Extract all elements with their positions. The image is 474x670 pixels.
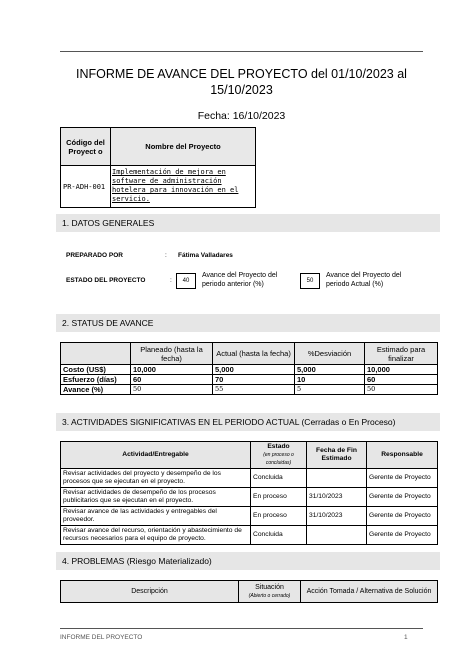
responsible-cell: Gerente de Proyecto: [367, 526, 438, 545]
status-header-empty: [61, 343, 131, 365]
status-row-label: Esfuerzo (días): [61, 375, 131, 385]
footer-text: INFORME DEL PROYECTO: [60, 634, 143, 641]
problems-table: [60, 580, 438, 603]
section-problems: 4. PROBLEMAS (Riesgo Materializado): [56, 552, 440, 570]
date-cell: 31/10/2023: [307, 488, 367, 507]
section-status: 2. STATUS DE AVANCE: [56, 314, 440, 332]
responsible-cell: Gerente de Proyecto: [367, 488, 438, 507]
state-cell: En proceso: [251, 488, 307, 507]
project-table: [60, 127, 256, 208]
footer-rule: [60, 628, 423, 629]
activities-header-state: [251, 442, 307, 469]
problems-header-situation: [239, 581, 301, 603]
page-number: 1: [404, 634, 408, 641]
previous-progress-label: Avance del Proyecto del periodo anterior (%): [202, 272, 278, 288]
status-cell: 60: [365, 375, 438, 385]
title-line-2: 15/10/2023: [210, 83, 273, 97]
problems-header-situation-title: Situación: [255, 583, 284, 591]
top-rule: [60, 51, 423, 52]
state-cell: En proceso: [251, 507, 307, 526]
status-cell: 60: [131, 375, 213, 385]
status-header-estimate: Estimado para finalizar: [365, 343, 438, 365]
status-cell: 5: [295, 385, 365, 395]
state-cell: Concluida: [251, 526, 307, 545]
project-code-header: Código del Proyect o: [61, 128, 111, 166]
table-row: [61, 507, 438, 526]
prepared-by-value: Fátima Valladares: [178, 252, 233, 259]
section-general: 1. DATOS GENERALES: [56, 214, 440, 232]
table-row: [61, 469, 438, 488]
status-header-deviation: %Desviación: [295, 343, 365, 365]
problems-header-action: Acción Tomada / Alternativa de Solución: [301, 581, 438, 603]
title-line-1: INFORME DE AVANCE DEL PROYECTO del 01/10/2023 al: [76, 67, 407, 81]
activities-header-state-sub: (en proceso o concluidas): [263, 452, 294, 466]
status-header-planned: Planeado (hasta la fecha): [131, 343, 213, 365]
report-title: [60, 66, 423, 98]
status-cell: 10: [295, 375, 365, 385]
status-header-actual: Actual (hasta la fecha): [213, 343, 295, 365]
problems-header-description: Descripción: [61, 581, 239, 603]
current-progress-label: Avance del Proyecto del periodo Actual (%): [326, 272, 402, 288]
status-cell: 50: [365, 385, 438, 395]
project-name[interactable]: Implementación de mejora en software de administración hotelera para innovación en el servicio.: [111, 166, 256, 208]
status-row-label: Costo (US$): [61, 365, 131, 375]
current-progress-box[interactable]: 50: [300, 273, 320, 289]
activity-cell: Revisar actividades del proyecto y desempeño de los procesos que se ejecutan en el proyecto.: [61, 469, 251, 488]
table-row: [61, 488, 438, 507]
state-cell: Concluida: [251, 469, 307, 488]
project-state-colon: :: [170, 277, 172, 284]
table-row: [61, 526, 438, 545]
status-cell: 5,000: [295, 365, 365, 375]
status-cell: 10,000: [365, 365, 438, 375]
activities-header-responsible: Responsable: [367, 442, 438, 469]
status-row-label: Avance (%): [61, 385, 131, 395]
responsible-cell: Gerente de Proyecto: [367, 507, 438, 526]
status-cell: 50: [131, 385, 213, 395]
activities-header-date: Fecha de Fin Estimado: [307, 442, 367, 469]
status-cell: 10,000: [131, 365, 213, 375]
date-cell: [307, 469, 367, 488]
activity-cell: Revisar avance de las actividades y entregables del proveedor.: [61, 507, 251, 526]
status-cell: 5,000: [213, 365, 295, 375]
problems-header-situation-sub: (Abierto o cerrado): [248, 592, 291, 599]
project-code: PR-ADH-001: [61, 166, 111, 208]
project-name-header: Nombre del Proyecto: [111, 128, 256, 166]
status-cell: 55: [213, 385, 295, 395]
activities-header-state-title: Estado: [267, 443, 290, 450]
activities-table: [60, 441, 438, 545]
prepared-by-colon: :: [165, 252, 167, 259]
date-cell: 31/10/2023: [307, 507, 367, 526]
responsible-cell: Gerente de Proyecto: [367, 469, 438, 488]
prepared-by-label: PREPARADO POR: [66, 252, 123, 259]
date-cell: [307, 526, 367, 545]
activity-cell: Revisar actividades de desempeño de los procesos publicitarios que se ejecutan en el proyecto.: [61, 488, 251, 507]
activities-header-activity: Actividad/Entregable: [61, 442, 251, 469]
project-state-label: ESTADO DEL PROYECTO: [66, 277, 146, 284]
activity-cell: Revisar avance del recurso, orientación y abastecimiento de recursos necesarios para el equipo de proyecto.: [61, 526, 251, 545]
report-date: Fecha: 16/10/2023: [197, 110, 286, 122]
section-activities: 3. ACTIVIDADES SIGNIFICATIVAS EN EL PERIODO ACTUAL (Cerradas o En Proceso): [56, 413, 440, 431]
status-cell: 70: [213, 375, 295, 385]
previous-progress-box[interactable]: 40: [176, 273, 196, 289]
status-table: [60, 342, 438, 395]
